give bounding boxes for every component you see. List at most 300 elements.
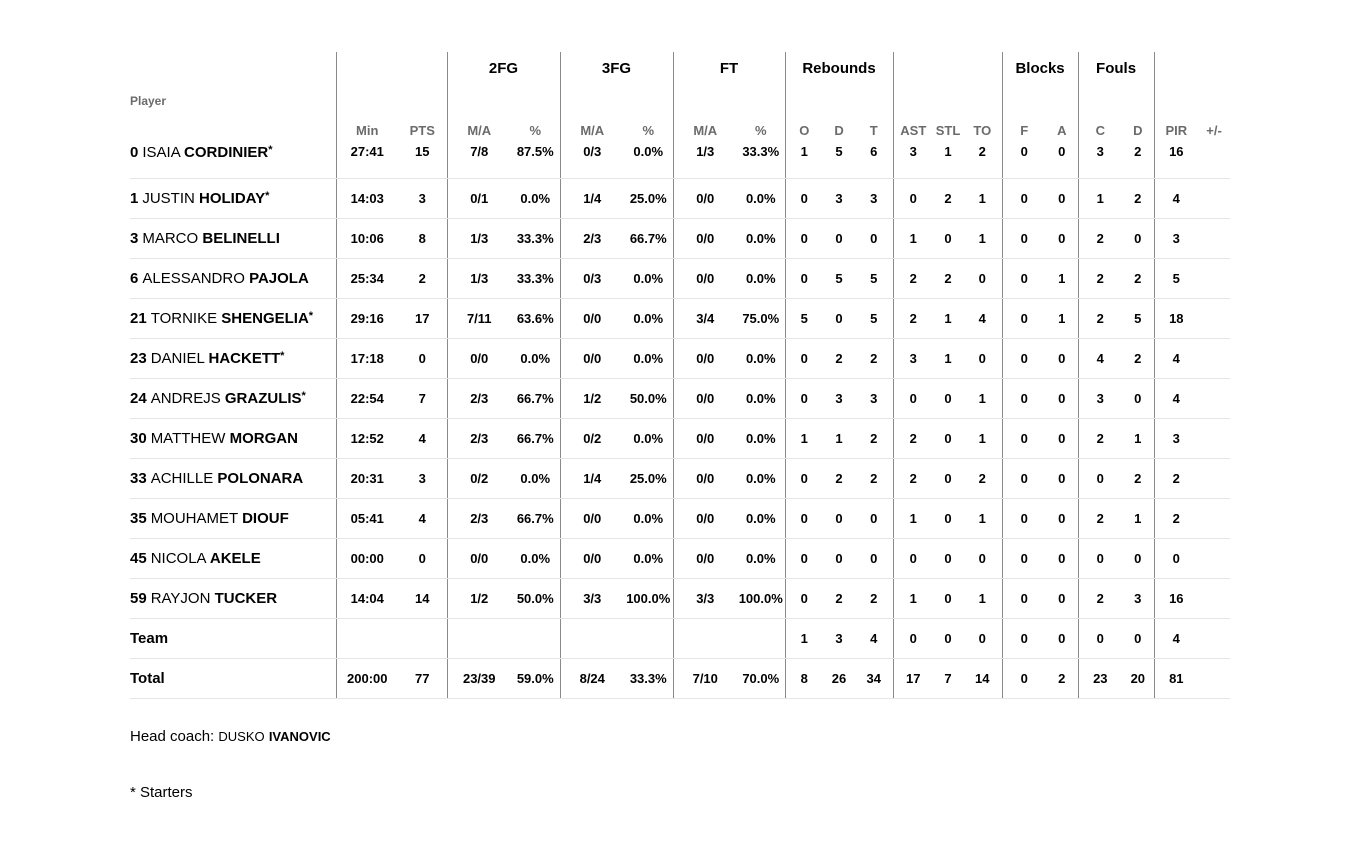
cell-stl: 0: [933, 218, 963, 258]
cell-stl: 0: [933, 498, 963, 538]
player-name-cell[interactable]: [130, 178, 336, 218]
cell-reb-d: 5: [823, 258, 855, 298]
cell-foul-d: 2: [1122, 338, 1154, 378]
cell-pts: 8: [398, 218, 447, 258]
cell-reb-t: 5: [855, 298, 893, 338]
cell-reb-o: 0: [785, 338, 823, 378]
player-number: 35: [130, 509, 147, 527]
col-2fg-pct: %: [529, 123, 542, 138]
cell-ft-pct: 0.0%: [737, 418, 785, 458]
cell-foul-c: 2: [1078, 498, 1122, 538]
cell-ft-ma: 0/0: [673, 458, 737, 498]
cell-ft-ma: 3/4: [673, 298, 737, 338]
cell-to: 0: [963, 538, 1002, 578]
player-name-cell[interactable]: [130, 218, 336, 258]
cell-fg2-ma: 23/39: [447, 658, 511, 698]
player-first-name: ISAIA: [142, 144, 180, 161]
cell-foul-c: 2: [1078, 418, 1122, 458]
player-name-cell[interactable]: [130, 378, 336, 418]
starters-note: * Starters: [130, 784, 193, 801]
cell-pts: 3: [398, 458, 447, 498]
cell-reb-d: 0: [823, 538, 855, 578]
player-number: 1: [130, 189, 139, 207]
cell-foul-c: 3: [1078, 142, 1122, 178]
col-blk-a: A: [1057, 123, 1067, 138]
group-blocks: Blocks: [1002, 52, 1078, 84]
col-foul-d: D: [1133, 123, 1143, 138]
cell-pts: 3: [398, 178, 447, 218]
cell-min: 00:00: [336, 538, 398, 578]
cell-ft-ma: 0/0: [673, 378, 737, 418]
cell-blk-a: 1: [1046, 258, 1078, 298]
cell-fg2-pct: 0.0%: [511, 458, 560, 498]
cell-ft-ma: 0/0: [673, 178, 737, 218]
cell-fg3-ma: 0/3: [560, 258, 624, 298]
cell-foul-c: 2: [1078, 298, 1122, 338]
cell-stl: 0: [933, 538, 963, 578]
boxscore-body: [130, 142, 1230, 698]
cell-blk-a: 0: [1046, 142, 1078, 178]
cell-to: 2: [963, 142, 1002, 178]
player-first-name: ACHILLE: [150, 469, 214, 487]
cell-pts: 17: [398, 298, 447, 338]
cell-reb-t: 0: [855, 218, 893, 258]
cell-foul-d: 0: [1122, 218, 1154, 258]
cell-reb-o: 0: [785, 258, 823, 298]
cell-fg3-pct: 0.0%: [624, 258, 673, 298]
cell-ast: 2: [893, 258, 933, 298]
cell-foul-c: 4: [1078, 338, 1122, 378]
cell-foul-c: 0: [1078, 538, 1122, 578]
col-2fg-ma: M/A: [447, 84, 511, 142]
cell-reb-d: 2: [823, 338, 855, 378]
cell-fg2-pct: 63.6%: [511, 298, 560, 338]
player-row: [130, 298, 1230, 338]
cell-pm: [1198, 258, 1230, 298]
cell-to: 1: [963, 418, 1002, 458]
cell-foul-c: 23: [1078, 658, 1122, 698]
player-number: 59: [130, 589, 147, 607]
cell-pir: 3: [1154, 418, 1198, 458]
player-first-name: MOUHAMET: [150, 509, 238, 527]
cell-ft-ma: 0/0: [673, 538, 737, 578]
cell-fg3-ma: 1/4: [560, 178, 624, 218]
cell-reb-o: 0: [785, 378, 823, 418]
cell-pir: 4: [1154, 338, 1198, 378]
cell-ast: 1: [893, 218, 933, 258]
cell-blk-f: 0: [1002, 538, 1046, 578]
cell-ft-pct: 0.0%: [737, 218, 785, 258]
cell-fg2-pct: 66.7%: [511, 498, 560, 538]
cell-blk-f: 0: [1002, 298, 1046, 338]
cell-reb-t: 2: [855, 578, 893, 618]
cell-ast: 17: [893, 658, 933, 698]
cell-ast: 0: [893, 618, 933, 658]
cell-pts: 0: [398, 538, 447, 578]
cell-reb-o: 8: [785, 658, 823, 698]
player-row: [130, 538, 1230, 578]
player-row: [130, 458, 1230, 498]
player-name-cell[interactable]: [130, 298, 336, 338]
cell-foul-d: 5: [1122, 298, 1154, 338]
player-first-name: JUSTIN: [142, 189, 195, 207]
cell-ast: 2: [893, 298, 933, 338]
cell-foul-d: 3: [1122, 578, 1154, 618]
cell-fg2-ma: 2/3: [447, 418, 511, 458]
cell-foul-d: 2: [1122, 258, 1154, 298]
head-coach-label: Head coach:: [130, 728, 215, 745]
cell-pir: 5: [1154, 258, 1198, 298]
cell-fg2-pct: 59.0%: [511, 658, 560, 698]
cell-fg2-ma: 2/3: [447, 378, 511, 418]
cell-to: 0: [963, 258, 1002, 298]
cell-fg2-ma: 0/1: [447, 178, 511, 218]
column-header-row: [130, 84, 1230, 142]
cell-fg3-pct: 33.3%: [624, 658, 673, 698]
cell-ft-ma: 1/3: [673, 142, 737, 178]
cell-pir: 4: [1154, 618, 1198, 658]
cell-fg3-pct: 0.0%: [624, 338, 673, 378]
player-last-name: GRAZULIS: [224, 389, 302, 407]
cell-fg2-pct: 0.0%: [511, 178, 560, 218]
cell-fg2-pct: 0.0%: [511, 338, 560, 378]
cell-ft-ma: [673, 618, 737, 658]
cell-reb-d: 26: [823, 658, 855, 698]
cell-ft-pct: 0.0%: [737, 378, 785, 418]
cell-blk-a: 0: [1046, 178, 1078, 218]
player-last-name: CORDINIER: [184, 144, 269, 161]
player-row: [130, 142, 1230, 178]
cell-pir: 4: [1154, 378, 1198, 418]
cell-pir: 2: [1154, 498, 1198, 538]
cell-blk-a: 0: [1046, 418, 1078, 458]
cell-foul-d: 1: [1122, 498, 1154, 538]
cell-reb-t: 2: [855, 458, 893, 498]
cell-fg2-ma: 0/2: [447, 458, 511, 498]
cell-fg3-ma: 3/3: [560, 578, 624, 618]
boxscore-table: [130, 52, 1230, 699]
player-last-name: AKELE: [209, 549, 261, 567]
cell-fg3-pct: 50.0%: [624, 378, 673, 418]
cell-reb-d: 0: [823, 218, 855, 258]
col-ft-ma: M/A: [673, 84, 737, 142]
player-name-cell[interactable]: [130, 142, 336, 178]
starter-marker: *: [268, 144, 273, 156]
cell-blk-a: 0: [1046, 498, 1078, 538]
player-name-cell[interactable]: [130, 258, 336, 298]
cell-to: 0: [963, 618, 1002, 658]
cell-blk-a: 1: [1046, 298, 1078, 338]
cell-reb-t: 5: [855, 258, 893, 298]
cell-fg2-pct: 87.5%: [511, 142, 560, 178]
cell-fg3-ma: 0/0: [560, 338, 624, 378]
cell-to: 0: [963, 338, 1002, 378]
player-number: 45: [130, 549, 147, 567]
cell-foul-c: 0: [1078, 458, 1122, 498]
cell-stl: 0: [933, 418, 963, 458]
player-row: [130, 178, 1230, 218]
player-first-name: MARCO: [142, 229, 199, 247]
cell-fg3-pct: 0.0%: [624, 538, 673, 578]
starter-marker: *: [301, 389, 306, 402]
cell-blk-f: 0: [1002, 378, 1046, 418]
player-name-cell[interactable]: [130, 418, 336, 458]
cell-min: 14:03: [336, 178, 398, 218]
player-number: 3: [130, 229, 139, 247]
cell-to: 2: [963, 458, 1002, 498]
player-last-name: PAJOLA: [249, 269, 309, 287]
player-first-name: ALESSANDRO: [142, 269, 245, 287]
cell-foul-d: 20: [1122, 658, 1154, 698]
starter-marker: *: [280, 349, 285, 362]
col-reb-t: T: [869, 123, 878, 138]
group-basic-blank: [336, 52, 447, 84]
player-first-name: ANDREJS: [150, 389, 221, 407]
cell-ast: 3: [893, 338, 933, 378]
cell-fg3-ma: 0/0: [560, 538, 624, 578]
cell-ft-pct: 33.3%: [737, 142, 785, 178]
cell-ast: 0: [893, 538, 933, 578]
cell-ft-pct: 70.0%: [737, 658, 785, 698]
cell-blk-a: 0: [1046, 218, 1078, 258]
cell-blk-a: 0: [1046, 338, 1078, 378]
cell-reb-t: 0: [855, 538, 893, 578]
cell-fg3-ma: 8/24: [560, 658, 624, 698]
cell-reb-d: 2: [823, 458, 855, 498]
cell-blk-f: 0: [1002, 178, 1046, 218]
cell-pir: 0: [1154, 538, 1198, 578]
cell-stl: 0: [933, 458, 963, 498]
group-header-row: [130, 52, 1230, 84]
player-name-cell[interactable]: [130, 578, 336, 618]
player-row: [130, 498, 1230, 538]
cell-foul-d: 2: [1122, 458, 1154, 498]
col-3fg-ma: M/A: [560, 84, 624, 142]
cell-pm: [1198, 298, 1230, 338]
cell-ast: 0: [893, 178, 933, 218]
col-stl: STL: [935, 123, 961, 138]
cell-reb-d: 1: [823, 418, 855, 458]
cell-foul-d: 0: [1122, 538, 1154, 578]
cell-blk-a: 0: [1046, 538, 1078, 578]
cell-stl: 1: [933, 338, 963, 378]
cell-reb-o: 5: [785, 298, 823, 338]
player-first-name: RAYJON: [150, 589, 211, 607]
cell-reb-o: 1: [785, 618, 823, 658]
cell-stl: 0: [933, 618, 963, 658]
cell-pm: [1198, 338, 1230, 378]
cell-ast: 1: [893, 498, 933, 538]
cell-pir: 16: [1154, 578, 1198, 618]
cell-fg2-ma: 7/8: [447, 142, 511, 178]
starter-marker: *: [265, 189, 270, 202]
col-blk-f: F: [1002, 84, 1046, 142]
player-row: [130, 378, 1230, 418]
total-row: [130, 658, 1230, 698]
cell-blk-a: 0: [1046, 618, 1078, 658]
col-3fg-pct: %: [642, 123, 655, 138]
cell-reb-t: 2: [855, 418, 893, 458]
cell-ast: 1: [893, 578, 933, 618]
cell-to: 1: [963, 178, 1002, 218]
total-label: Total: [130, 658, 336, 698]
cell-to: 1: [963, 218, 1002, 258]
col-foul-c: C: [1078, 84, 1122, 142]
cell-min: 25:34: [336, 258, 398, 298]
cell-ft-pct: 0.0%: [737, 338, 785, 378]
cell-min: 20:31: [336, 458, 398, 498]
cell-fg3-pct: [624, 618, 673, 658]
group-ft: FT: [673, 52, 785, 84]
cell-pts: 0: [398, 338, 447, 378]
cell-ast: 0: [893, 378, 933, 418]
cell-fg2-ma: 0/0: [447, 538, 511, 578]
player-name-cell[interactable]: [130, 498, 336, 538]
cell-pm: [1198, 458, 1230, 498]
cell-fg3-ma: 0/2: [560, 418, 624, 458]
group-pir-blank: [1154, 52, 1230, 84]
cell-to: 1: [963, 498, 1002, 538]
col-reb-o: O: [785, 84, 823, 142]
cell-ast: 2: [893, 418, 933, 458]
cell-pir: 18: [1154, 298, 1198, 338]
cell-to: 1: [963, 578, 1002, 618]
player-last-name: SHENGELIA: [221, 309, 309, 327]
cell-ft-pct: [737, 618, 785, 658]
cell-pm: [1198, 418, 1230, 458]
cell-fg2-ma: 1/3: [447, 258, 511, 298]
head-coach-last-name: IVANOVIC: [268, 729, 331, 744]
cell-blk-f: 0: [1002, 618, 1046, 658]
cell-fg3-pct: 25.0%: [624, 458, 673, 498]
cell-reb-o: 0: [785, 458, 823, 498]
cell-fg2-ma: 1/3: [447, 218, 511, 258]
cell-fg3-pct: 0.0%: [624, 142, 673, 178]
cell-pir: 2: [1154, 458, 1198, 498]
player-name-cell[interactable]: [130, 458, 336, 498]
cell-min: 200:00: [336, 658, 398, 698]
cell-ft-ma: 0/0: [673, 338, 737, 378]
cell-ast: 3: [893, 142, 933, 178]
cell-reb-d: 3: [823, 618, 855, 658]
cell-foul-c: 3: [1078, 378, 1122, 418]
col-ft-pct: %: [754, 123, 767, 138]
cell-min: 17:18: [336, 338, 398, 378]
cell-reb-t: 4: [855, 618, 893, 658]
cell-pts: 77: [398, 658, 447, 698]
cell-stl: 2: [933, 258, 963, 298]
cell-fg2-pct: 50.0%: [511, 578, 560, 618]
cell-foul-d: 2: [1122, 178, 1154, 218]
cell-blk-a: 2: [1046, 658, 1078, 698]
cell-reb-t: 2: [855, 338, 893, 378]
cell-reb-d: 2: [823, 578, 855, 618]
cell-pts: [398, 618, 447, 658]
cell-fg3-ma: 1/4: [560, 458, 624, 498]
cell-fg3-ma: 2/3: [560, 218, 624, 258]
cell-stl: 0: [933, 378, 963, 418]
cell-blk-f: 0: [1002, 498, 1046, 538]
cell-pts: 4: [398, 418, 447, 458]
cell-ft-ma: 7/10: [673, 658, 737, 698]
cell-ft-pct: 75.0%: [737, 298, 785, 338]
col-pts: PTS: [409, 123, 435, 138]
cell-min: [336, 618, 398, 658]
col-to: TO: [973, 123, 992, 138]
cell-pts: 14: [398, 578, 447, 618]
col-player: Player: [130, 94, 167, 108]
player-first-name: TORNIKE: [150, 309, 218, 327]
cell-fg3-pct: 100.0%: [624, 578, 673, 618]
cell-foul-c: 2: [1078, 578, 1122, 618]
cell-ft-pct: 0.0%: [737, 178, 785, 218]
cell-ft-pct: 0.0%: [737, 498, 785, 538]
cell-blk-f: 0: [1002, 458, 1046, 498]
cell-min: 29:16: [336, 298, 398, 338]
team-label: Team: [130, 618, 336, 658]
cell-stl: 0: [933, 578, 963, 618]
player-number: 23: [130, 349, 147, 367]
cell-fg3-ma: [560, 618, 624, 658]
player-last-name: DIOUF: [242, 509, 289, 527]
cell-pm: [1198, 538, 1230, 578]
cell-foul-d: 1: [1122, 418, 1154, 458]
cell-fg3-pct: 0.0%: [624, 418, 673, 458]
player-row: [130, 338, 1230, 378]
player-last-name: POLONARA: [217, 469, 304, 487]
cell-fg2-pct: [511, 618, 560, 658]
player-name-cell[interactable]: [130, 538, 336, 578]
cell-reb-o: 0: [785, 498, 823, 538]
cell-foul-c: 2: [1078, 218, 1122, 258]
cell-ft-ma: 3/3: [673, 578, 737, 618]
cell-stl: 1: [933, 142, 963, 178]
cell-reb-o: 1: [785, 418, 823, 458]
cell-ast: 2: [893, 458, 933, 498]
cell-reb-d: 0: [823, 498, 855, 538]
cell-pts: 2: [398, 258, 447, 298]
cell-pts: 4: [398, 498, 447, 538]
player-number: 6: [130, 269, 139, 287]
cell-pm: [1198, 578, 1230, 618]
player-row: [130, 258, 1230, 298]
cell-blk-f: 0: [1002, 218, 1046, 258]
cell-ft-pct: 0.0%: [737, 538, 785, 578]
col-min: Min: [336, 84, 398, 142]
cell-blk-f: 0: [1002, 658, 1046, 698]
head-coach-first-name: DUSKO: [218, 729, 265, 744]
col-plus-minus: +/-: [1206, 123, 1222, 138]
cell-fg3-ma: 0/0: [560, 498, 624, 538]
cell-reb-o: 1: [785, 142, 823, 178]
cell-fg3-ma: 0/3: [560, 142, 624, 178]
cell-blk-a: 0: [1046, 458, 1078, 498]
cell-foul-d: 0: [1122, 618, 1154, 658]
cell-fg3-ma: 0/0: [560, 298, 624, 338]
cell-min: 14:04: [336, 578, 398, 618]
player-last-name: BELINELLI: [202, 229, 280, 247]
cell-reb-d: 3: [823, 378, 855, 418]
cell-reb-t: 3: [855, 378, 893, 418]
player-first-name: MATTHEW: [150, 429, 226, 447]
cell-fg2-ma: 1/2: [447, 578, 511, 618]
player-row: [130, 578, 1230, 618]
player-number: 0: [130, 144, 139, 161]
cell-ft-pct: 0.0%: [737, 258, 785, 298]
cell-fg2-pct: 33.3%: [511, 218, 560, 258]
player-name-cell[interactable]: [130, 338, 336, 378]
cell-fg3-ma: 1/2: [560, 378, 624, 418]
